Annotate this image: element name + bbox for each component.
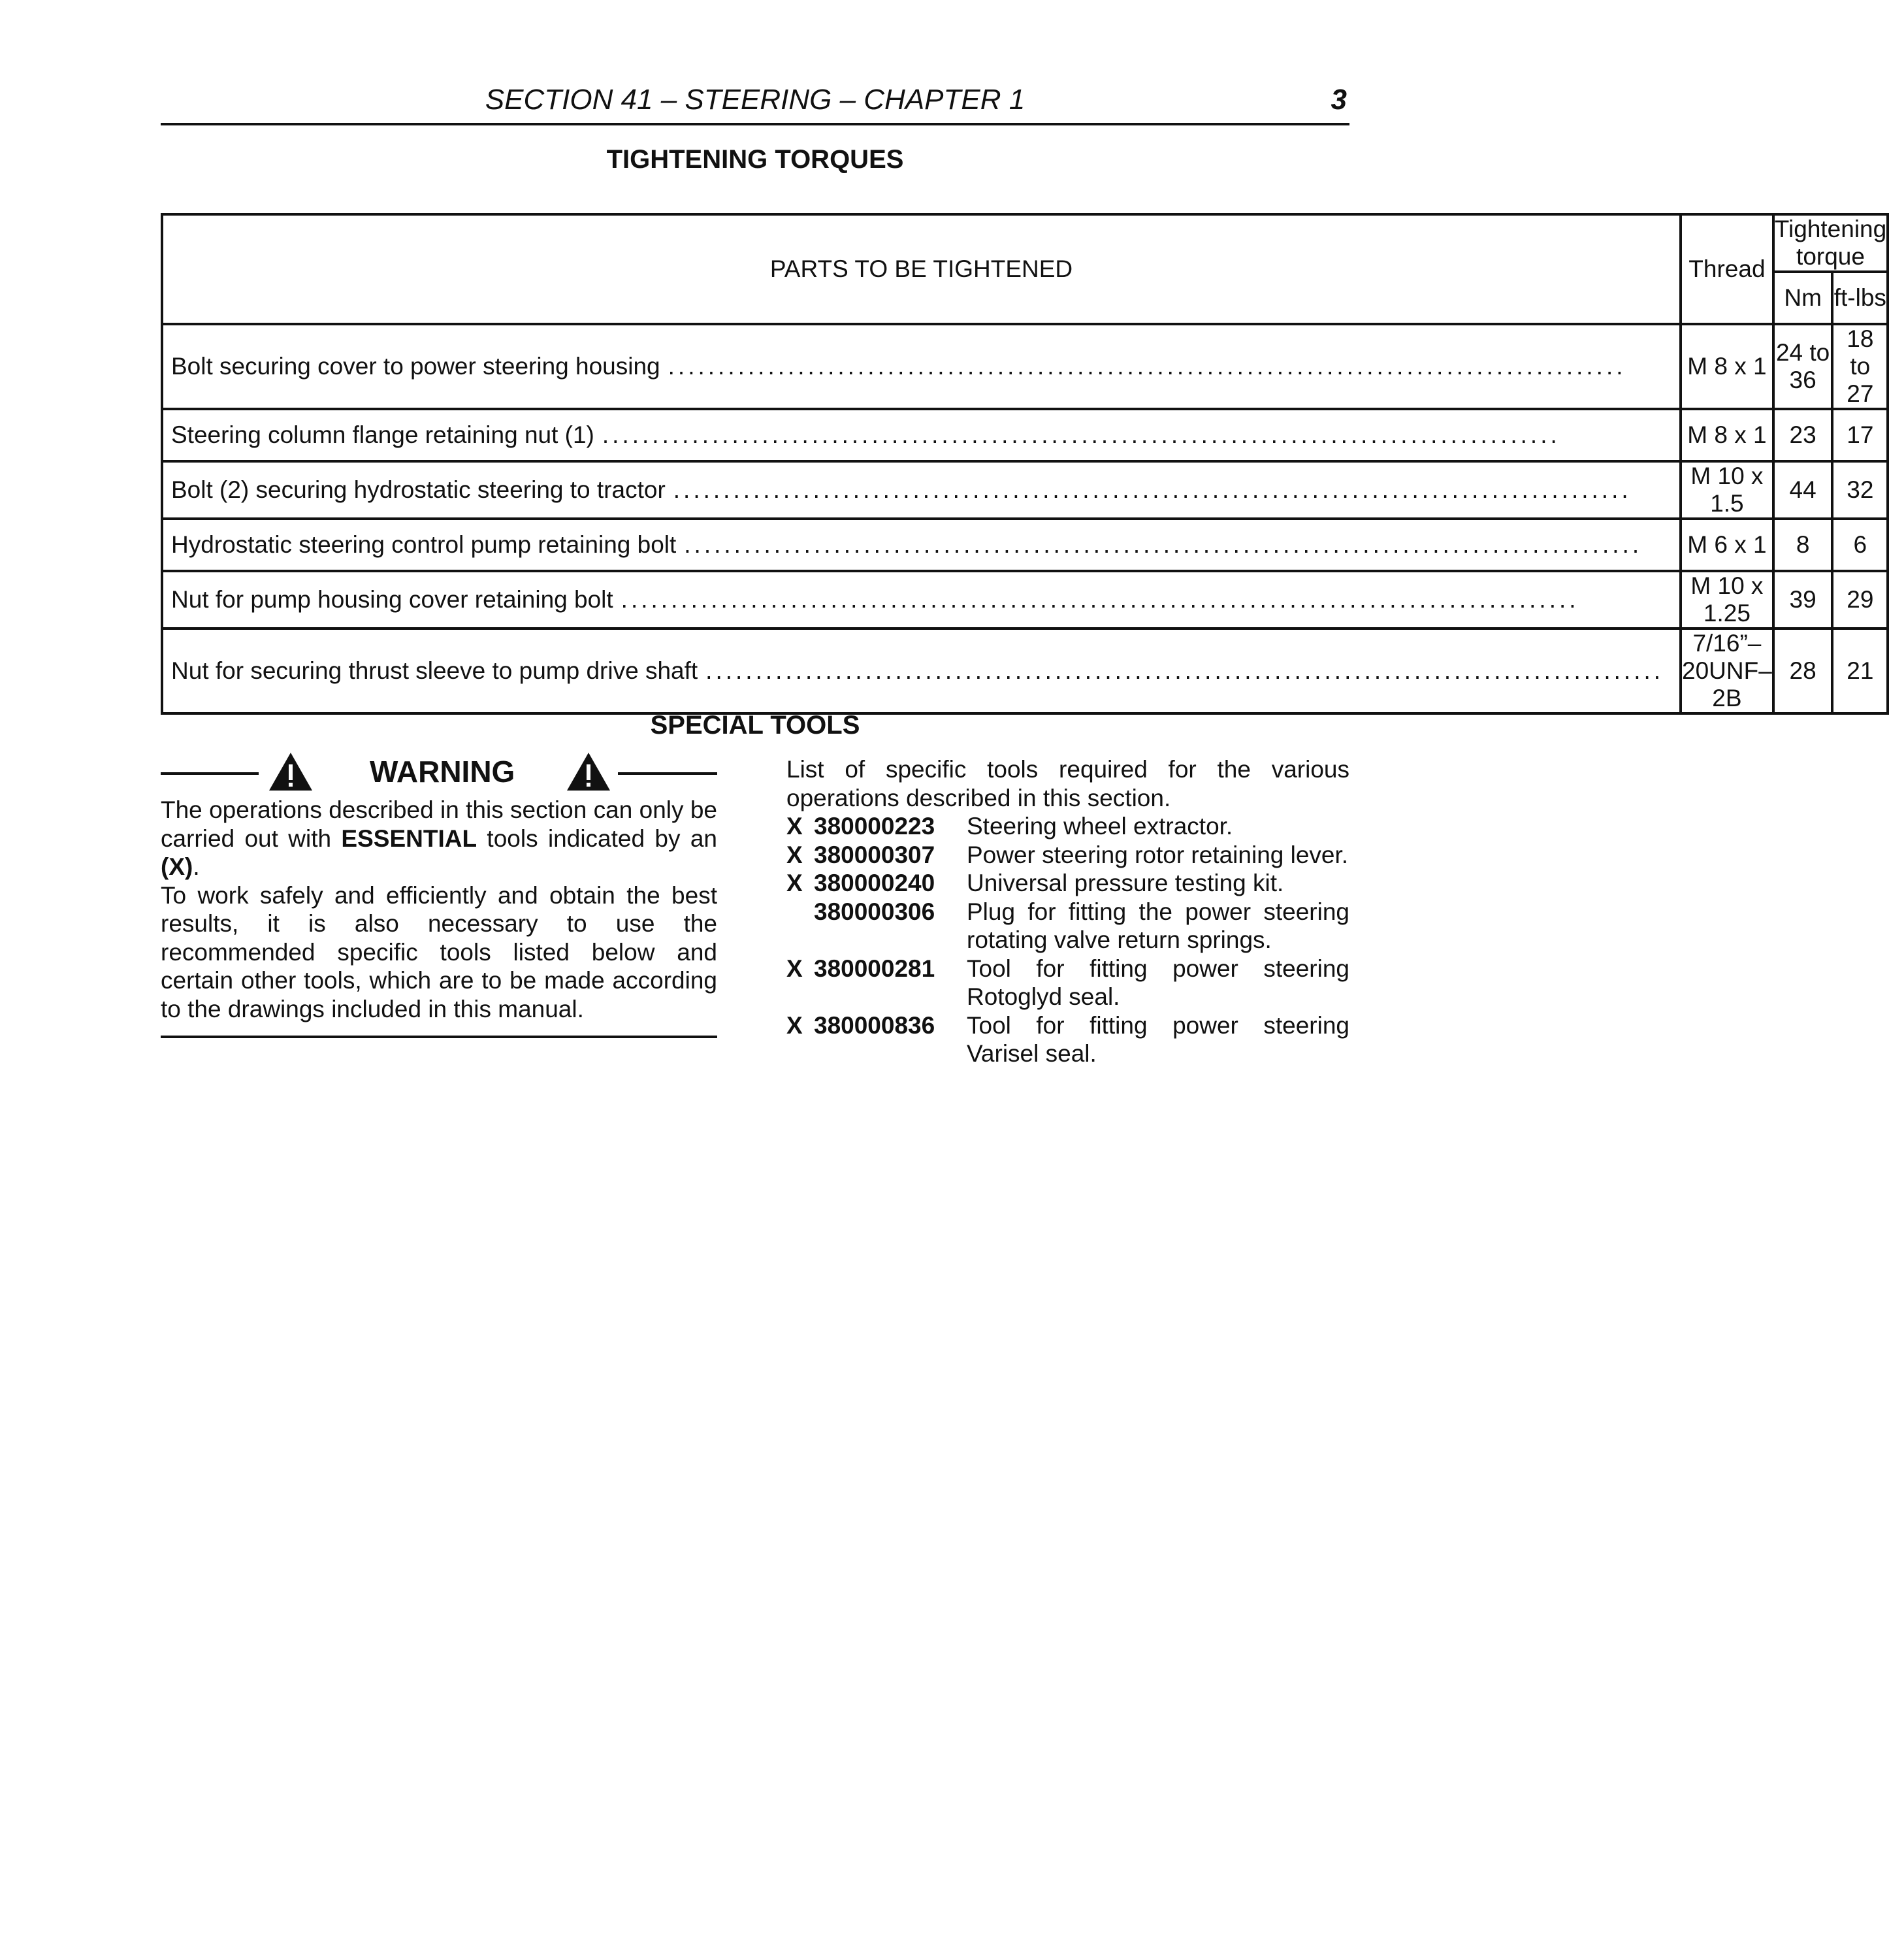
essential-mark: X — [786, 1011, 803, 1039]
table-row — [162, 409, 1888, 461]
list-item — [786, 869, 1349, 898]
nm-value: 44 — [1773, 461, 1833, 519]
ftlbs-value: 32 — [1832, 461, 1888, 519]
tool-description: Tool for fitting power steering Varisel seal. — [967, 1011, 1349, 1067]
essential-mark: X — [786, 813, 803, 840]
tightening-torques-heading: TIGHTENING TORQUES — [606, 145, 904, 174]
list-item — [786, 841, 1349, 870]
leader-dots — [684, 531, 1664, 559]
warning-title: WARNING — [370, 755, 515, 789]
col-header-nm: Nm — [1773, 272, 1833, 324]
leader-dots — [621, 586, 1664, 613]
thread-value: 7/16”–20UNF–2B — [1681, 629, 1773, 713]
table-row — [162, 629, 1888, 713]
ftlbs-value: 6 — [1832, 519, 1888, 571]
ftlbs-value: 29 — [1832, 571, 1888, 629]
thread-value: M 10 x 1.25 — [1681, 571, 1773, 629]
essential-mark: X — [786, 841, 803, 868]
essential-mark: X — [786, 955, 803, 982]
thread-value: M 8 x 1 — [1681, 409, 1773, 461]
nm-value: 39 — [1773, 571, 1833, 629]
section-title: SECTION 41 – STEERING – CHAPTER 1 — [485, 84, 1025, 116]
nm-value: 23 — [1773, 409, 1833, 461]
list-item — [786, 812, 1349, 841]
tool-code: 380000281 — [814, 955, 935, 982]
leader-dots — [705, 657, 1664, 685]
thread-value: M 8 x 1 — [1681, 324, 1773, 409]
part-name: Bolt (2) securing hydrostatic steering to tractor — [171, 476, 666, 503]
thread-value: M 6 x 1 — [1681, 519, 1773, 571]
warning-paragraph-1: The operations described in this section can only be carried out with ESSENTIAL tools indicated by an (X). — [161, 796, 717, 880]
leader-dots — [673, 476, 1664, 504]
part-name: Hydrostatic steering control pump retaining bolt — [171, 531, 677, 558]
tool-description: Steering wheel extractor. — [967, 813, 1233, 840]
warning-text — [161, 796, 717, 1023]
list-item — [786, 955, 1349, 1011]
ftlbs-value: 17 — [1832, 409, 1888, 461]
col-header-parts: PARTS TO BE TIGHTENED — [162, 214, 1681, 324]
list-item — [786, 898, 1349, 955]
special-tools-list — [786, 755, 1349, 1068]
warning-triangle-icon — [566, 751, 611, 792]
leader-dots — [668, 353, 1664, 380]
page-header — [161, 84, 1349, 125]
torque-table — [161, 213, 1889, 715]
col-header-torque: Tightening torque — [1773, 214, 1888, 272]
page-number: 3 — [1331, 84, 1347, 116]
tool-code: 380000306 — [814, 898, 935, 925]
part-name: Steering column flange retaining nut (1) — [171, 421, 594, 448]
col-header-thread: Thread — [1681, 214, 1773, 324]
warning-rule-right — [618, 772, 717, 775]
nm-value: 24 to 36 — [1773, 324, 1833, 409]
tools-intro: List of specific tools required for the various operations described in this section. — [786, 756, 1349, 811]
leader-dots — [602, 421, 1664, 449]
tool-description: Tool for fitting power steering Rotoglyd seal. — [967, 955, 1349, 1010]
tool-description: Plug for fitting the power steering rotating valve return springs. — [967, 898, 1349, 953]
list-item — [786, 1011, 1349, 1068]
nm-value: 28 — [1773, 629, 1833, 713]
tool-description: Power steering rotor retaining lever. — [967, 841, 1349, 868]
tool-code: 380000223 — [814, 813, 935, 840]
table-row — [162, 324, 1888, 409]
part-name: Nut for securing thrust sleeve to pump drive shaft — [171, 657, 698, 684]
tool-description: Universal pressure testing kit. — [967, 870, 1284, 896]
warning-triangle-icon — [268, 751, 314, 792]
essential-label: ESSENTIAL — [341, 825, 477, 852]
table-row — [162, 571, 1888, 629]
warning-bottom-rule — [161, 1036, 717, 1038]
warning-rule-left — [161, 772, 259, 775]
warning-header — [161, 751, 717, 792]
tool-code: 380000240 — [814, 870, 935, 896]
essential-mark: X — [786, 870, 803, 896]
warning-paragraph-2: To work safely and efficiently and obtain the best results, it is also necessary to use the recommended specific tools listed below and certain other tools, which are to be made according to the drawings included in this manual. — [161, 881, 717, 1022]
x-marker: (X) — [161, 853, 193, 880]
part-name: Nut for pump housing cover retaining bolt — [171, 586, 613, 613]
ftlbs-value: 21 — [1832, 629, 1888, 713]
table-row — [162, 519, 1888, 571]
table-header-row — [162, 214, 1888, 272]
thread-value: M 10 x 1.5 — [1681, 461, 1773, 519]
special-tools-heading: SPECIAL TOOLS — [650, 711, 860, 740]
table-row — [162, 461, 1888, 519]
nm-value: 8 — [1773, 519, 1833, 571]
ftlbs-value: 18 to 27 — [1832, 324, 1888, 409]
essential-mark — [786, 898, 814, 955]
tool-code: 380000836 — [814, 1011, 935, 1039]
part-name: Bolt securing cover to power steering housing — [171, 353, 660, 380]
tool-code: 380000307 — [814, 841, 935, 868]
col-header-ftlbs: ft-lbs — [1832, 272, 1888, 324]
